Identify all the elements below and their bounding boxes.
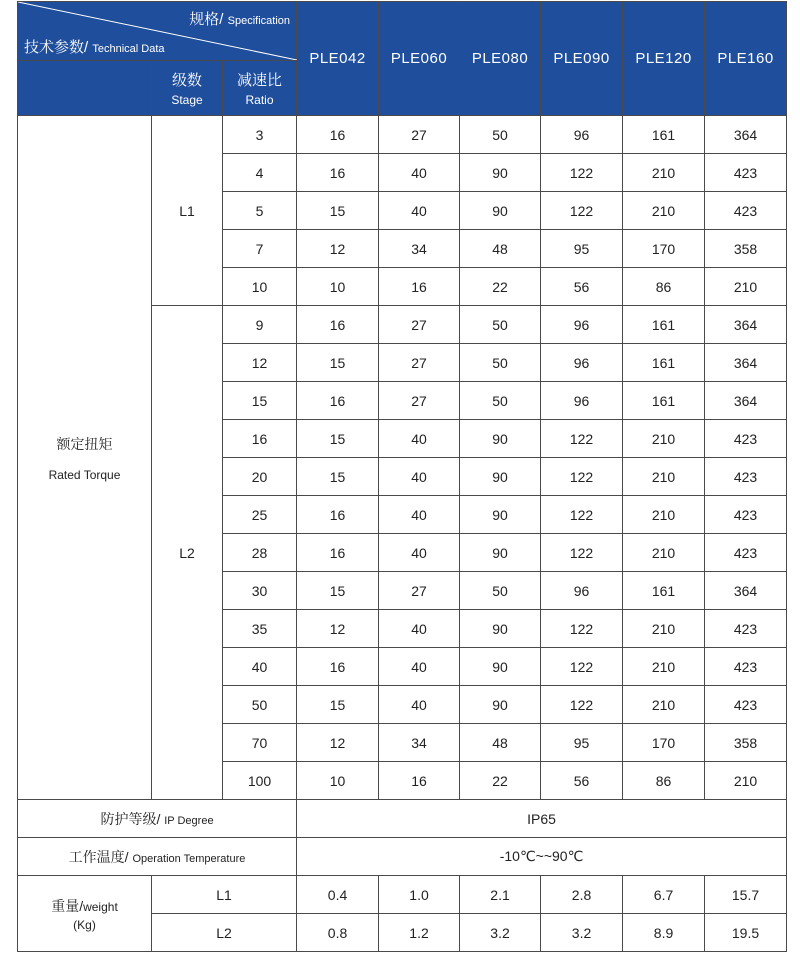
- value-cell: 96: [541, 116, 623, 154]
- value-cell: 15: [297, 344, 379, 382]
- value-cell: 2.1: [460, 876, 541, 914]
- value-cell: 90: [460, 420, 541, 458]
- value-cell: 19.5: [705, 914, 787, 952]
- value-cell: 1.0: [379, 876, 460, 914]
- value-cell: 16: [297, 534, 379, 572]
- value-cell: 170: [623, 724, 705, 762]
- ratio-cell: 16: [223, 420, 297, 458]
- value-cell: 423: [705, 648, 787, 686]
- value-cell: 90: [460, 154, 541, 192]
- value-cell: 40: [379, 192, 460, 230]
- value-cell: 95: [541, 724, 623, 762]
- temperature-row: [18, 838, 787, 876]
- value-cell: 364: [705, 306, 787, 344]
- model-header: PLE042: [297, 2, 379, 116]
- value-cell: 423: [705, 154, 787, 192]
- ratio-cell: 70: [223, 724, 297, 762]
- value-cell: 27: [379, 572, 460, 610]
- value-cell: 210: [705, 762, 787, 800]
- value-cell: 6.7: [623, 876, 705, 914]
- value-cell: 423: [705, 420, 787, 458]
- value-cell: 364: [705, 382, 787, 420]
- value-cell: 423: [705, 458, 787, 496]
- value-cell: 40: [379, 154, 460, 192]
- ratio-cell: 5: [223, 192, 297, 230]
- value-cell: 48: [460, 230, 541, 268]
- value-cell: 16: [297, 116, 379, 154]
- value-cell: 210: [623, 192, 705, 230]
- value-cell: 423: [705, 496, 787, 534]
- value-cell: 161: [623, 344, 705, 382]
- value-cell: 122: [541, 192, 623, 230]
- value-cell: 96: [541, 572, 623, 610]
- stage-header: 级数 Stage: [152, 61, 223, 116]
- value-cell: 50: [460, 382, 541, 420]
- value-cell: 40: [379, 458, 460, 496]
- value-cell: 40: [379, 610, 460, 648]
- value-cell: 210: [623, 458, 705, 496]
- ratio-cell: 35: [223, 610, 297, 648]
- temperature-label: 工作温度/ Operation Temperature: [18, 838, 297, 876]
- stage-l2: L2: [152, 306, 223, 800]
- value-cell: 15: [297, 420, 379, 458]
- value-cell: 27: [379, 382, 460, 420]
- ip-degree-value: IP65: [297, 800, 787, 838]
- value-cell: 364: [705, 572, 787, 610]
- value-cell: 90: [460, 534, 541, 572]
- ratio-cell: 15: [223, 382, 297, 420]
- value-cell: 358: [705, 230, 787, 268]
- value-cell: 122: [541, 420, 623, 458]
- header-blank: [18, 61, 152, 116]
- value-cell: 3.2: [460, 914, 541, 952]
- value-cell: 210: [705, 268, 787, 306]
- value-cell: 16: [297, 382, 379, 420]
- value-cell: 50: [460, 306, 541, 344]
- value-cell: 90: [460, 686, 541, 724]
- value-cell: 96: [541, 382, 623, 420]
- value-cell: 423: [705, 534, 787, 572]
- value-cell: 15: [297, 458, 379, 496]
- value-cell: 40: [379, 420, 460, 458]
- ratio-cell: 25: [223, 496, 297, 534]
- value-cell: 12: [297, 724, 379, 762]
- value-cell: 210: [623, 496, 705, 534]
- model-header: PLE090: [541, 2, 623, 116]
- value-cell: 122: [541, 154, 623, 192]
- value-cell: 423: [705, 686, 787, 724]
- value-cell: 161: [623, 382, 705, 420]
- ip-degree-row: [18, 800, 787, 838]
- value-cell: 122: [541, 496, 623, 534]
- value-cell: 22: [460, 762, 541, 800]
- value-cell: 210: [623, 154, 705, 192]
- value-cell: 27: [379, 306, 460, 344]
- value-cell: 15: [297, 192, 379, 230]
- ratio-cell: 10: [223, 268, 297, 306]
- header-diagonal-cell: [18, 2, 297, 61]
- value-cell: 15.7: [705, 876, 787, 914]
- value-cell: 210: [623, 648, 705, 686]
- ratio-cell: 4: [223, 154, 297, 192]
- weight-row: [18, 876, 787, 914]
- value-cell: 86: [623, 268, 705, 306]
- value-cell: 364: [705, 344, 787, 382]
- stage-l1: L1: [152, 116, 223, 306]
- value-cell: 210: [623, 420, 705, 458]
- value-cell: 56: [541, 762, 623, 800]
- value-cell: 22: [460, 268, 541, 306]
- value-cell: 122: [541, 610, 623, 648]
- value-cell: 16: [297, 648, 379, 686]
- value-cell: 16: [379, 762, 460, 800]
- value-cell: 48: [460, 724, 541, 762]
- value-cell: 40: [379, 496, 460, 534]
- spec-label: 规格/ Specification: [189, 11, 291, 28]
- value-cell: 90: [460, 496, 541, 534]
- model-header: PLE160: [705, 2, 787, 116]
- value-cell: 86: [623, 762, 705, 800]
- value-cell: 15: [297, 686, 379, 724]
- value-cell: 96: [541, 306, 623, 344]
- value-cell: 16: [297, 154, 379, 192]
- value-cell: 161: [623, 116, 705, 154]
- tech-data-label: 技术参数/ Technical Data: [24, 39, 165, 56]
- value-cell: 34: [379, 724, 460, 762]
- value-cell: 3.2: [541, 914, 623, 952]
- model-header: PLE120: [623, 2, 705, 116]
- value-cell: 170: [623, 230, 705, 268]
- weight-stage-l1: L1: [152, 876, 297, 914]
- ratio-cell: 28: [223, 534, 297, 572]
- value-cell: 12: [297, 230, 379, 268]
- value-cell: 122: [541, 648, 623, 686]
- value-cell: 16: [297, 496, 379, 534]
- ratio-header: 减速比 Ratio: [223, 61, 297, 116]
- value-cell: 10: [297, 268, 379, 306]
- value-cell: 0.4: [297, 876, 379, 914]
- value-cell: 122: [541, 686, 623, 724]
- value-cell: 27: [379, 116, 460, 154]
- ratio-cell: 40: [223, 648, 297, 686]
- value-cell: 50: [460, 116, 541, 154]
- value-cell: 10: [297, 762, 379, 800]
- value-cell: 40: [379, 686, 460, 724]
- value-cell: 0.8: [297, 914, 379, 952]
- ratio-cell: 9: [223, 306, 297, 344]
- value-cell: 16: [297, 306, 379, 344]
- weight-label: 重量/weight (Kg): [18, 876, 152, 952]
- ratio-cell: 30: [223, 572, 297, 610]
- spec-table: [17, 1, 787, 952]
- value-cell: 27: [379, 344, 460, 382]
- value-cell: 15: [297, 572, 379, 610]
- table-row: [18, 116, 787, 154]
- ratio-cell: 7: [223, 230, 297, 268]
- value-cell: 210: [623, 686, 705, 724]
- ratio-cell: 3: [223, 116, 297, 154]
- ratio-cell: 50: [223, 686, 297, 724]
- ratio-cell: 12: [223, 344, 297, 382]
- value-cell: 50: [460, 572, 541, 610]
- value-cell: 16: [379, 268, 460, 306]
- value-cell: 90: [460, 458, 541, 496]
- value-cell: 8.9: [623, 914, 705, 952]
- value-cell: 161: [623, 572, 705, 610]
- value-cell: 90: [460, 610, 541, 648]
- value-cell: 210: [623, 534, 705, 572]
- value-cell: 423: [705, 192, 787, 230]
- value-cell: 34: [379, 230, 460, 268]
- value-cell: 1.2: [379, 914, 460, 952]
- value-cell: 210: [623, 610, 705, 648]
- value-cell: 40: [379, 648, 460, 686]
- value-cell: 40: [379, 534, 460, 572]
- ratio-cell: 20: [223, 458, 297, 496]
- value-cell: 122: [541, 458, 623, 496]
- value-cell: 122: [541, 534, 623, 572]
- model-header: PLE080: [460, 2, 541, 116]
- rated-torque-label: 额定扭矩 Rated Torque: [18, 116, 152, 800]
- value-cell: 96: [541, 344, 623, 382]
- model-header: PLE060: [379, 2, 460, 116]
- value-cell: 56: [541, 268, 623, 306]
- value-cell: 423: [705, 610, 787, 648]
- value-cell: 12: [297, 610, 379, 648]
- value-cell: 90: [460, 192, 541, 230]
- value-cell: 50: [460, 344, 541, 382]
- weight-stage-l2: L2: [152, 914, 297, 952]
- value-cell: 358: [705, 724, 787, 762]
- value-cell: 161: [623, 306, 705, 344]
- value-cell: 364: [705, 116, 787, 154]
- ratio-cell: 100: [223, 762, 297, 800]
- temperature-value: -10℃~~90℃: [297, 838, 787, 876]
- value-cell: 2.8: [541, 876, 623, 914]
- value-cell: 90: [460, 648, 541, 686]
- ip-degree-label: 防护等级/ IP Degree: [18, 800, 297, 838]
- value-cell: 95: [541, 230, 623, 268]
